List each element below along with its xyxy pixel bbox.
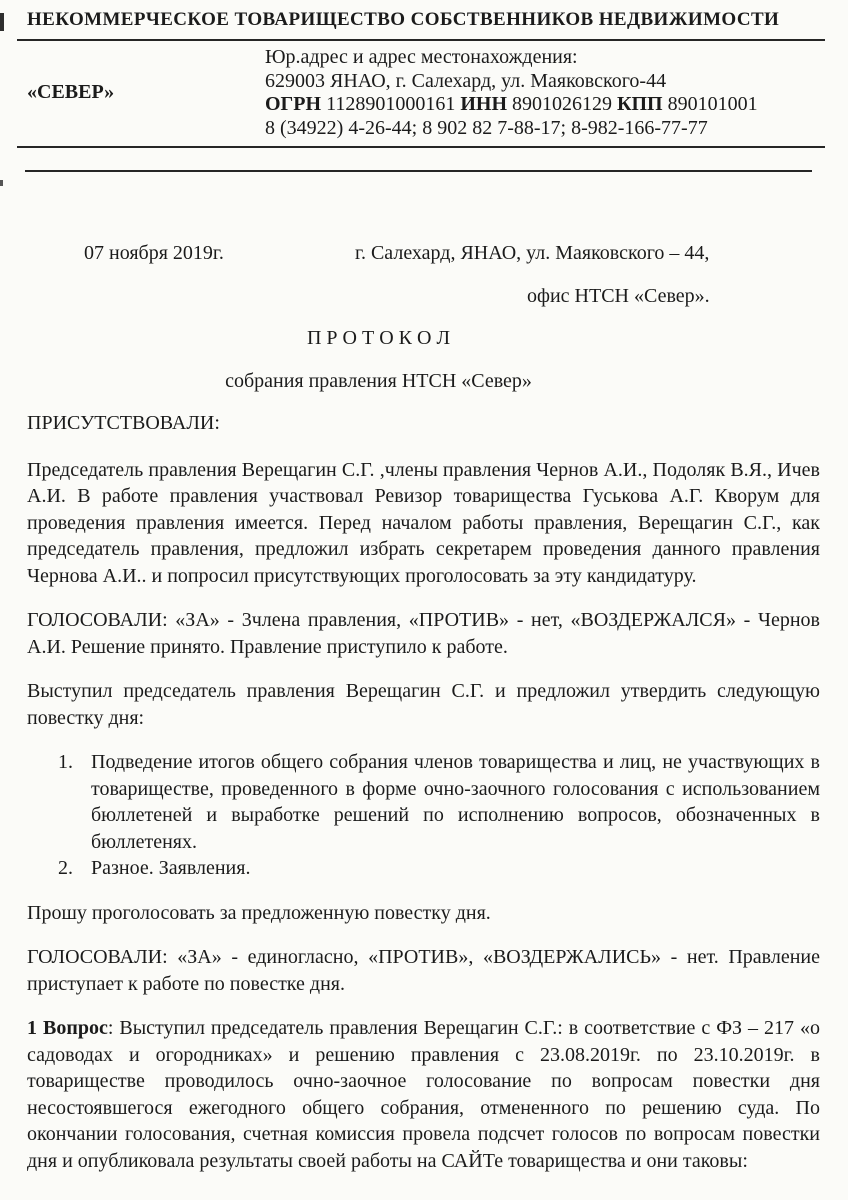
question-1-text: : Выступил председатель правления Верещагин С.Г.: в соответствие с ФЗ – 217 «о садоводах и огородниках» и решению правления с 23.08.2019г. по 23.10.2019г. в товариществе проводилось очно-заочное голосование по вопросам повестки дня несостоявшегося ежегодного общего собрания, отмененного по решению суда. По окончании голосования, счетная комиссия провела подсчет голосов по вопросам повестки дня и опубликовала результаты своей работы на САЙТе товарищества и они таковы: [27, 1017, 820, 1172]
vote-result-1: ГОЛОСОВАЛИ: «ЗА» - 3члена правления, «ПРОТИВ» - нет, «ВОЗДЕРЖАЛСЯ» - Чернов А.И. Решение принято. Правление приступило к работе. [27, 609, 820, 658]
ogrn-label: ОГРН [265, 93, 322, 115]
registration-line [265, 93, 758, 117]
present-paragraph: Председатель правления Верещагин С.Г. ,члены правления Чернов А.И., Подоляк В.Я., Ичев А.И. В работе правления участвовал Ревизор товарищества Гуськова А.Г. Кворум для проведения правления имеется. Перед началом работы правления, Верещагин С.Г., как председатель правления, предложил избрать секретарем проведения данного правления Чернова А.И.. и попросил присутствующих проголосовать за эту кандидатуру. [27, 458, 820, 587]
phones-line: 8 (34922) 4-26-44; 8 902 82 7-88-17; 8-982-166-77-77 [265, 116, 708, 139]
vote-request: Прошу проголосовать за предложенную повестку дня. [27, 901, 491, 924]
agenda-item: Подведение итогов общего собрания членов товарищества и лиц, не участвующих в товариществе, проведенного в форме очно-заочного голосования с использованием бюллетеней и выработке решений по исполнению вопросов, обозначенных в бюллетенях. [91, 751, 820, 853]
present-heading: ПРИСУТСТВОВАЛИ: [27, 412, 220, 434]
office-row [27, 283, 820, 310]
agenda-list [27, 749, 820, 882]
kpp-label: КПП [617, 93, 663, 115]
organization-name: «СЕВЕР» [27, 81, 115, 103]
scan-artifact [0, 180, 3, 186]
inn-label: ИНН [460, 93, 507, 115]
letterhead [27, 9, 820, 172]
agenda-item: Разное. Заявления. [91, 857, 251, 879]
document-place: г. Салехард, ЯНАО, ул. Маяковского – 44, [355, 242, 710, 264]
date-place-row [27, 240, 820, 267]
question-1-label: 1 Вопрос [27, 1017, 108, 1039]
spacer [27, 172, 820, 240]
ogrn-value: 1128901000161 [326, 93, 456, 115]
inn-value: 8901026129 [512, 93, 612, 115]
question-1-paragraph [27, 1015, 820, 1174]
kpp-value: 890101001 [667, 93, 758, 115]
document-subtitle: собрания правления НТСН «Север» [225, 369, 532, 392]
organization-type-title: НЕКОММЕРЧЕСКОЕ ТОВАРИЩЕСТВО СОБСТВЕННИКОВ НЕДВИЖИМОСТИ [27, 9, 780, 30]
letterhead-body [27, 41, 820, 140]
page-content [0, 9, 848, 1174]
scan-artifact [0, 13, 4, 31]
document-title: П Р О Т О К О Л [306, 327, 451, 349]
office-line: офис НТСН «Север». [527, 284, 710, 307]
address-label: Юр.адрес и адрес местонахождения: [265, 46, 578, 68]
letterhead-left-cell [27, 46, 265, 140]
vote-result-2: ГОЛОСОВАЛИ: «ЗА» - единогласно, «ПРОТИВ», «ВОЗДЕРЖАЛИСЬ» - нет. Правление приступает к работе по повестке дня. [27, 946, 820, 995]
address-line: 629003 ЯНАО, г. Салехард, ул. Маяковского-44 [265, 69, 667, 92]
letterhead-rule-middle [17, 146, 825, 148]
agenda-intro: Выступил председатель правления Верещагин С.Г. и предложил утвердить следующую повестку дня: [27, 680, 820, 729]
letterhead-right-cell [265, 46, 758, 140]
document-date: 07 ноября 2019г. [84, 242, 224, 264]
